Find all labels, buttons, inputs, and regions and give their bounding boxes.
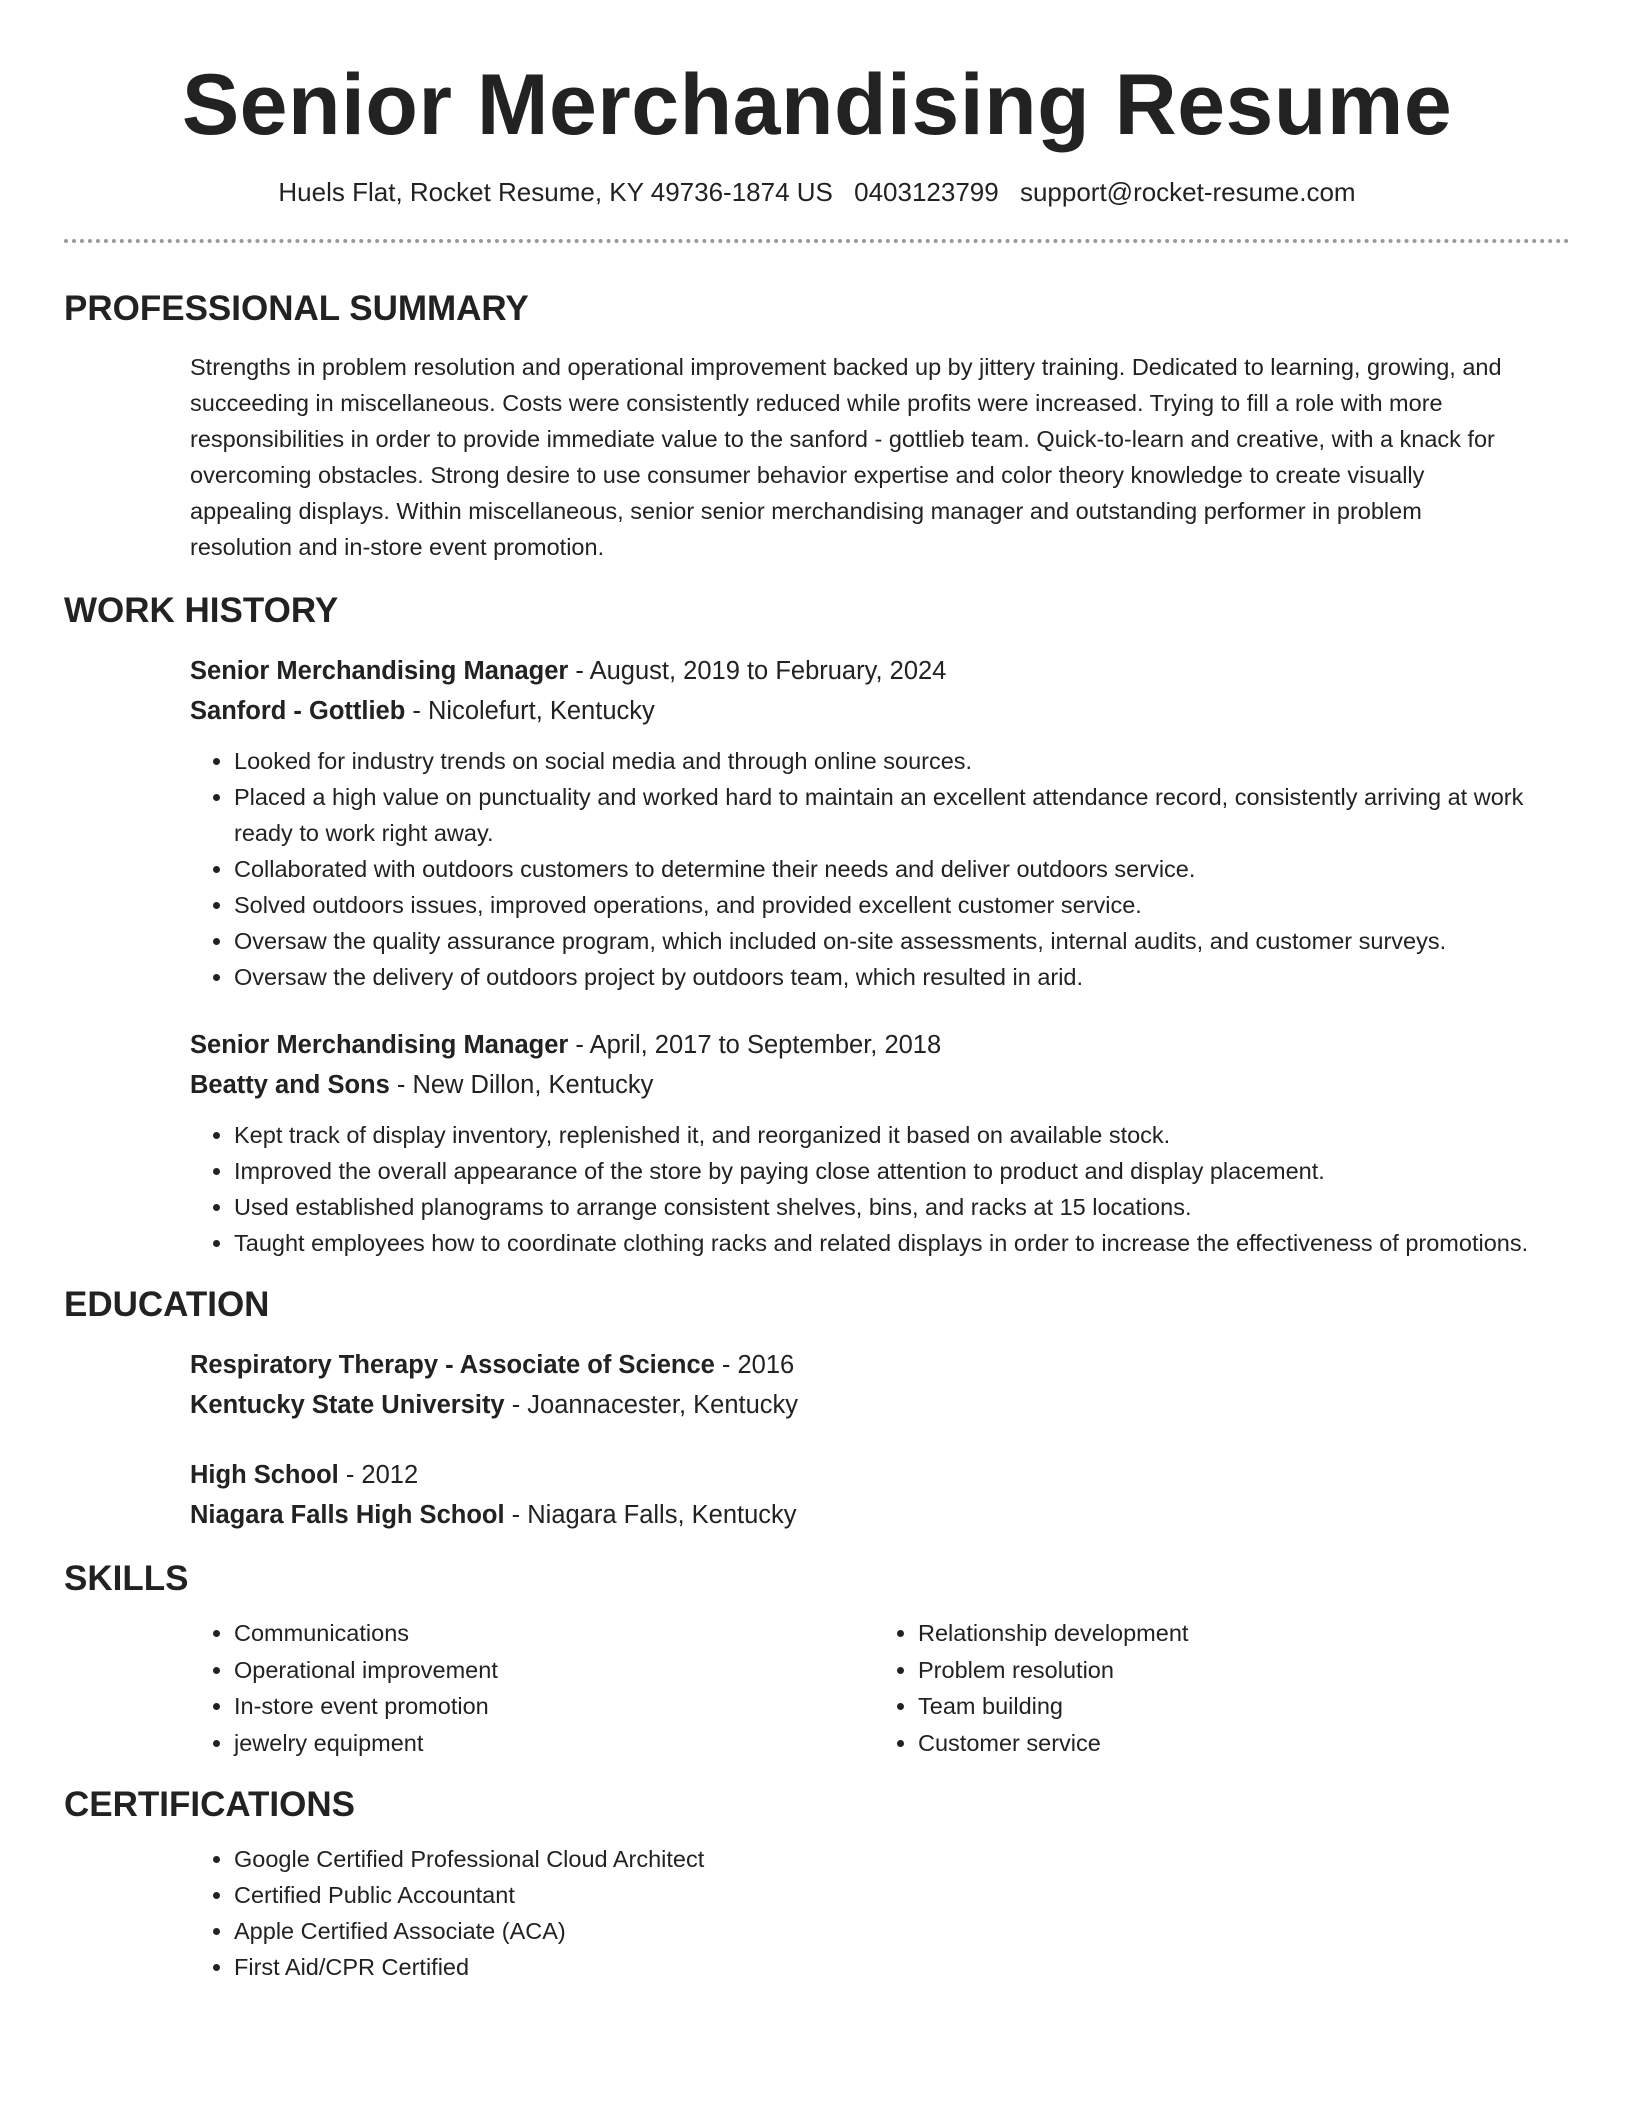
skills-list-right [874,1615,1558,1761]
summary-text: Strengths in problem resolution and operational improvement backed up by jittery training. Dedicated to learning, growing, and succeeding in miscellaneous. Costs were consistently reduced while profits were increased. Trying to fill a role with more responsibilities in order to provide immediate value to the sanford - gottlieb team. Quick-to-learn and creative, with a knack for overcoming obstacles. Strong desire to use consumer behavior expertise and color theory knowledge to create visually appealing displays. Within miscellaneous, senior senior merchandising manager and outstanding performer in problem resolution and in-store event promotion. [190,354,1502,560]
list-item: • Problem resolution [918,1652,1558,1689]
skills-section [190,1615,1570,1761]
education-location: - Niagara Falls, Kentucky [504,1501,797,1529]
job-location: - New Dillon, Kentucky [389,1071,654,1099]
job-company: Sanford - Gottlieb [190,697,406,725]
list-item: • jewelry equipment [234,1725,874,1762]
list-item: • Oversaw the delivery of outdoors project by outdoors team, which resulted in arid. [234,959,1534,995]
job-role-line [190,1025,1570,1065]
section-title-summary: PROFESSIONAL SUMMARY [64,289,529,328]
education-degree-line [190,1345,1570,1385]
job-location: - Nicolefurt, Kentucky [405,697,655,725]
list-item: • Taught employees how to coordinate clothing racks and related displays in order to increase the effectiveness of promotions. [234,1225,1534,1261]
contact-phone: 0403123799 [854,177,999,207]
list-item: • Team building [918,1688,1558,1725]
skills-list-left [190,1615,874,1761]
section-title-education: EDUCATION [64,1285,270,1324]
education-school-line [190,1385,1570,1425]
education-degree: High School [190,1461,339,1489]
certifications-list [190,1841,1534,1985]
job-company-line [190,1065,1570,1105]
job-role-line [190,651,1570,691]
section-title-work-history: WORK HISTORY [64,591,339,630]
list-item: • First Aid/CPR Certified [234,1949,1534,1985]
education-year: - 2012 [338,1461,419,1489]
education-school: Kentucky State University [190,1391,505,1419]
education-section [190,1345,1570,1535]
education-entry [190,1345,1570,1425]
list-item: • Looked for industry trends on social media and through online sources. [234,743,1534,779]
education-degree: Respiratory Therapy - Associate of Science [190,1351,715,1379]
list-item: • Used established planograms to arrange consistent shelves, bins, and racks at 15 locations. [234,1189,1534,1225]
certifications-section [190,1841,1570,1985]
job-dates: - April, 2017 to September, 2018 [568,1031,942,1059]
job-company-line [190,691,1570,731]
education-location: - Joannacester, Kentucky [504,1391,799,1419]
list-item: • Operational improvement [234,1652,874,1689]
resume-page [64,0,1570,1985]
skills-grid [190,1615,1570,1761]
list-item: • Collaborated with outdoors customers to determine their needs and deliver outdoors service. [234,851,1534,887]
header-divider [64,239,1570,243]
job-bullets [190,1117,1534,1261]
job-bullets [190,743,1534,995]
education-school-line [190,1495,1570,1535]
list-item: • Customer service [918,1725,1558,1762]
list-item: • Solved outdoors issues, improved operations, and provided excellent customer service. [234,887,1534,923]
list-item: • Kept track of display inventory, replenished it, and reorganized it based on available stock. [234,1117,1534,1153]
list-item: • Relationship development [918,1615,1558,1652]
education-year: - 2016 [714,1351,795,1379]
list-item: • Google Certified Professional Cloud Architect [234,1841,1534,1877]
section-title-certifications: CERTIFICATIONS [64,1785,356,1824]
section-title-skills: SKILLS [64,1559,189,1598]
list-item: • Communications [234,1615,874,1652]
contact-email: support@rocket-resume.com [1019,177,1356,207]
list-item: • Improved the overall appearance of the store by paying close attention to product and display placement. [234,1153,1534,1189]
list-item: • Certified Public Accountant [234,1877,1534,1913]
list-item: • Oversaw the quality assurance program, which included on-site assessments, internal audits, and customer surveys. [234,923,1534,959]
job-dates: - August, 2019 to February, 2024 [568,657,947,685]
summary-section [190,349,1570,565]
education-school: Niagara Falls High School [190,1501,505,1529]
contact-line [64,175,1570,209]
job-entry [190,1025,1570,1261]
job-entry [190,651,1570,995]
list-item: • In-store event promotion [234,1688,874,1725]
work-history-section [190,651,1570,1261]
list-item: • Apple Certified Associate (ACA) [234,1913,1534,1949]
education-entry [190,1455,1570,1535]
job-company: Beatty and Sons [190,1071,390,1099]
education-degree-line [190,1455,1570,1495]
resume-title: Senior Merchandising Resume [181,57,1453,153]
list-item: • Placed a high value on punctuality and worked hard to maintain an excellent attendance record, consistently arriving at work ready to work right away. [234,779,1534,851]
job-role: Senior Merchandising Manager [190,657,569,685]
contact-address: Huels Flat, Rocket Resume, KY 49736-1874 US [278,177,833,207]
job-role: Senior Merchandising Manager [190,1031,569,1059]
